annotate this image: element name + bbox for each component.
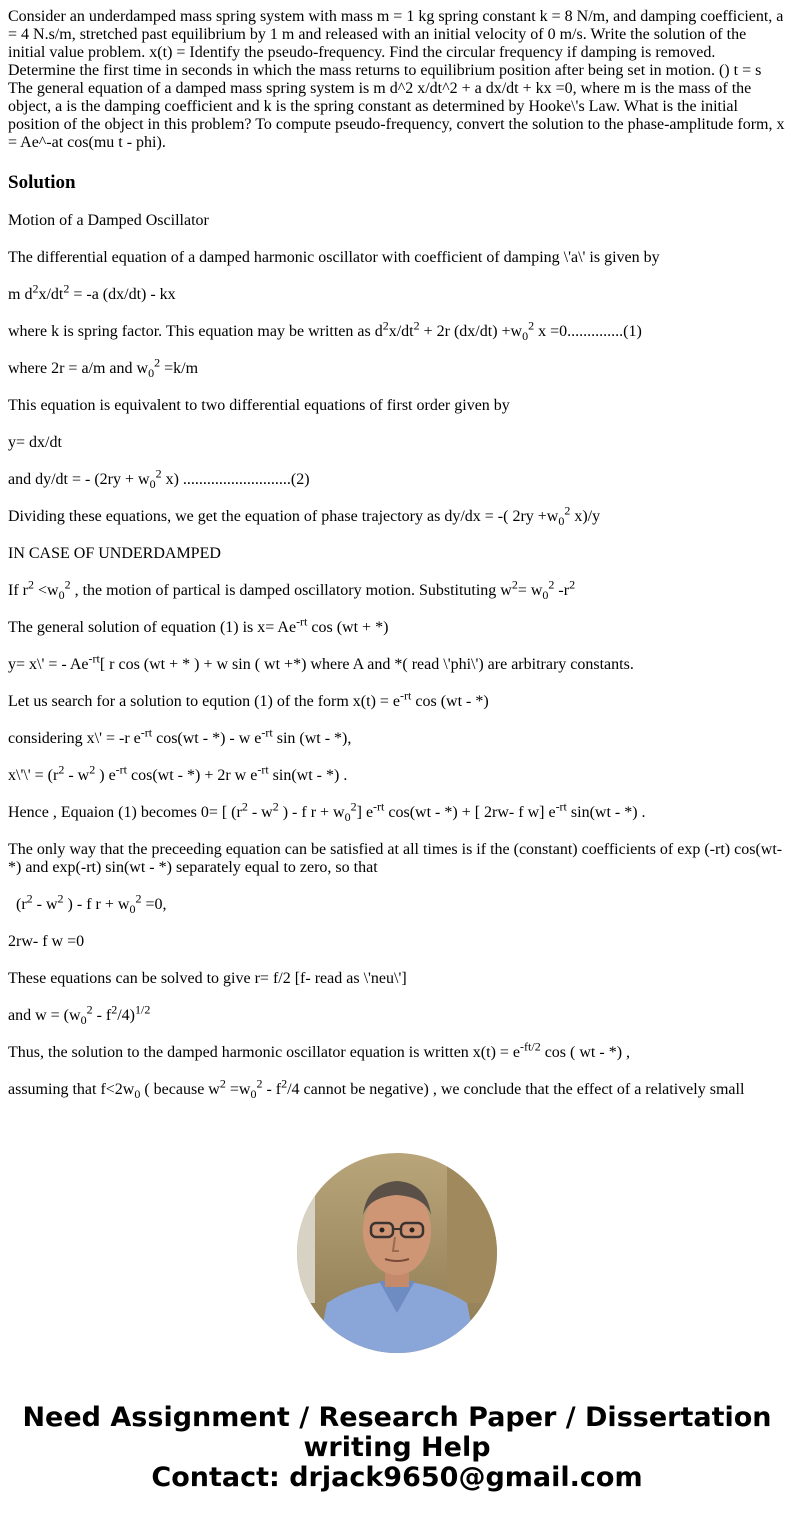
cta-line-2: writing Help	[303, 1432, 491, 1463]
document-body	[8, 8, 786, 1123]
solution-line: Thus, the solution to the damped harmonic oscillator equation is written $x(t) = e^{-ft/2}$ cos ( wt - *) ,	[8, 1039, 631, 1061]
solution-line: These equations can be solved to give r= f/2 [f- read as \'neu\']	[8, 970, 407, 987]
solution-line: The differential equation of a damped harmonic oscillator with coefficient of damping \'a\' is given by	[8, 249, 660, 266]
solution-line: considering x\' = -r $e^{-rt}$ cos(wt - *) - w $e^{-rt}$ sin (wt - *),	[8, 725, 352, 747]
solution-line: Hence , Equaion (1) becomes 0= [ ($r^2 - w^2$ ) - f $r + w_0^2$] $e^{-rt}$ cos(wt - *) + [ 2rw- f w] $e^{-rt}$ sin(wt - *) .	[8, 799, 646, 825]
solution-line: and dy/dt = - ($2ry + w_0^2$ x) ...........................(2)	[8, 466, 310, 492]
solution-line: 2rw- f w =0	[8, 933, 85, 950]
solution-line: Motion of a Damped Oscillator	[8, 212, 209, 229]
solution-line: m $d^2x/dt^2 = -a$ (dx/dt) - kx	[8, 281, 176, 303]
solution-line: assuming that $f<2w_0$ ( because $w^2 =w_0^2 - f^2/4$ cannot be negative) , we conclude that the effect of a relatively small	[8, 1076, 745, 1102]
cta-contact-line: Contact: drjack9650@gmail.com	[151, 1462, 643, 1493]
solution-line: If $r^2 <w_0^2$ , the motion of partical is damped oscillatory motion. Substituting $w^2= w_0^2$ $-r^2$	[8, 577, 576, 603]
solution-line: x\'\' = ($r^2 - w^2$ ) $e^{-rt}$ cos(wt - *) + 2r w $e^{-rt}$ sin(wt - *) .	[8, 762, 348, 784]
solution-line: where k is spring factor. This equation may be written as $d^2x/dt^2 + 2r$ $(dx/dt) +w_0^2$ x =0..............(1)	[8, 318, 642, 344]
cta-line-1: Need Assignment / Research Paper / Dissertation	[22, 1402, 772, 1433]
question-text: Consider an underdamped mass spring system with mass m = 1 kg spring constant k = 8 N/m, and damping coefficient, a = 4 N.s/m, stretched past equilibrium by 1 m and released with an initial velocity of 0 m/s. Write the solution of the initial value problem. x(t) = Identify the pseudo-frequency. Find the circular frequency if damping is removed. Determine the first time in seconds in which the mass returns to equilibrium position after being set in motion. () t = s The general equation of a damped mass spring system is m d^2 x/dt^2 + a dx/dt + kx =0, where m is the mass of the object, a is the damping coefficient and k is the spring constant as determined by Hooke\'s Law. What is the initial position of the object in this problem? To compute pseudo-frequency, convert the solution to the phase-amplitude form, x = Ae^-at cos(mu t - phi).	[8, 8, 785, 151]
solution-line: Let us search for a solution to eqution (1) of the form $x(t) = e^{-rt}$ cos (wt - *)	[8, 688, 489, 710]
solution-line: and $w = (w_0^2 - f^2/4)^{1/2}$	[8, 1002, 151, 1028]
solution-line: y= x\' = - $Ae^{-rt}$[ r cos (wt + * ) + w sin ( wt +*) where A and *( read \'phi\') are arbitrary constants.	[8, 651, 634, 673]
solution-line: y= dx/dt	[8, 434, 62, 451]
solution-line: This equation is equivalent to two differential equations of first order given by	[8, 397, 510, 414]
solution-line: Dividing these equations, we get the equation of phase trajectory as dy/dx = -( $2ry +w_0^2$ x)/y	[8, 503, 601, 529]
solution-line: where 2r = a/m and $w_0^2 =k/m$	[8, 355, 199, 381]
contact-banner	[0, 1403, 794, 1493]
author-avatar	[297, 1153, 497, 1353]
solution-line: The general solution of equation (1) is $x= Ae^{-rt}$ cos (wt + *)	[8, 614, 389, 636]
solution-heading: Solution	[8, 172, 76, 193]
author-photo-illustration	[297, 1153, 497, 1353]
solution-line: IN CASE OF UNDERDAMPED	[8, 545, 221, 562]
solution-line: ($r^2 - w^2$ ) - f $r + w_0^2 =0$,	[8, 891, 167, 917]
solution-line: The only way that the preceeding equation can be satisfied at all times is if the (constant) coefficients of exp (-rt) cos(wt- *) and exp(-rt) sin(wt - *) separately equal to zero, so that	[8, 841, 783, 876]
